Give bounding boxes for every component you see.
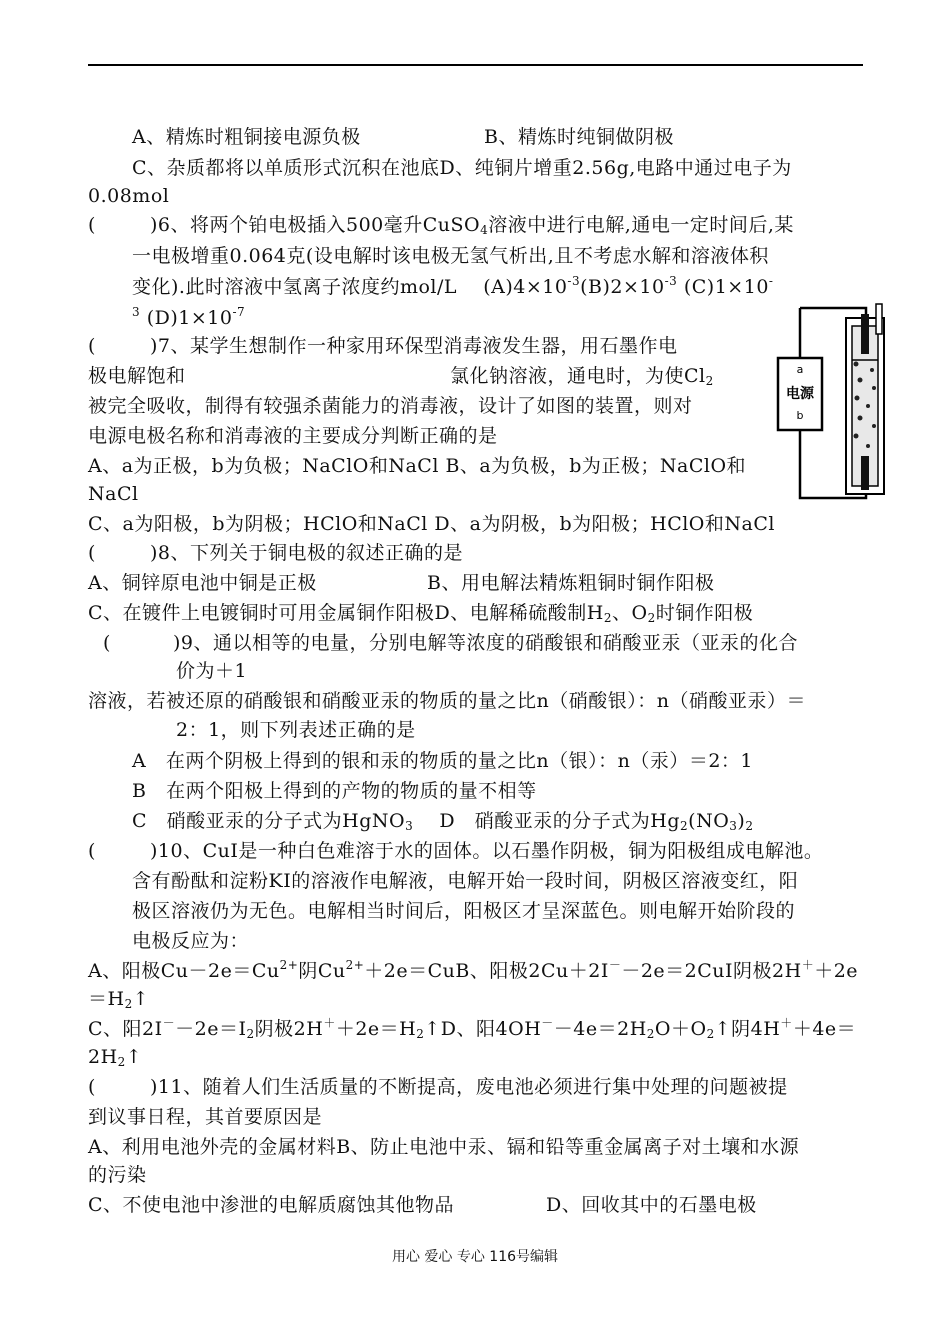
q10-option-ab: A、阳极$Cu-2e=Cu^{2+}$阴$Cu^{2+}+2e=CuB$、阳极2Cu＋2I－－2e＝2CuI阴极2H＋＋2e — [88, 958, 859, 982]
q6-line-3: 变化).此时溶液中氢离子浓度约mol/L $(A)4\times 10^{-3}(B)2\times 10^{-3}$ (C)1×10- — [132, 274, 774, 298]
q7-option-ab: A、a为正极，b为负极；NaClO和NaCl B、a为负极，b为正极；NaClO和 — [88, 455, 747, 477]
q9-line-3: 溶液，若被还原的硝酸银和硝酸亚汞的物质的量之比n（硝酸银）：n（硝酸亚汞）＝ — [88, 690, 806, 712]
q10-line-2: 含有酚酞和淀粉KI的溶液作电解液，电解开始一段时间，阴极区溶液变红，阳 — [132, 870, 799, 892]
option-cd: C、杂质都将以单质形式沉积在池底D、纯铜片增重2.56g,电路中通过电子为 — [132, 157, 792, 179]
q11-option-ab-cont: 的污染 — [88, 1164, 147, 1186]
q9-line-2: 价为＋1 — [176, 660, 248, 682]
q11-paren: ( — [88, 1076, 96, 1098]
terminal-a-label: a — [796, 363, 804, 376]
q9-line-1: )9、通以相等的电量，分别电解等浓度的硝酸银和硝酸亚汞（亚汞的化合 — [173, 632, 799, 654]
q8-option-b: B、用电解法精炼粗铜时铜作阳极 — [427, 572, 715, 594]
q7-paren: ( — [88, 335, 96, 357]
q10-line-3: 极区溶液仍为无色。电解相当时间后，阳极区才呈深蓝色。则电解开始阶段的 — [132, 900, 796, 922]
q7-option-cd: C、a为阳极，b为阴极；HClO和NaCl D、a为阴极，b为阳极；HClO和NaCl — [88, 513, 775, 535]
option-cd-cont: 0.08mol — [88, 185, 170, 207]
q11-option-d: D、回收其中的石墨电极 — [546, 1194, 757, 1216]
terminal-b-label: b — [796, 409, 804, 422]
q7-line-4: 电源电极名称和消毒液的主要成分判断正确的是 — [88, 425, 498, 447]
electrolysis-device-diagram — [768, 300, 888, 510]
q6-paren: ( — [88, 214, 96, 236]
q8-line-1: )8、下列关于铜电极的叙述正确的是 — [150, 542, 464, 564]
q7-line-2b: 氯化钠溶液，通电时，为使$Cl_2$ — [450, 365, 714, 388]
q9-option-a: A 在两个阴极上得到的银和汞的物质的量之比n（银）：n（汞）＝2：1 — [132, 750, 754, 772]
q6-line-1: )6、将两个铂电极插入500毫升CuSO$_4$溶液中进行电解,通电一定时间后,某 — [150, 214, 794, 237]
q11-option-ab: A、利用电池外壳的金属材料B、防止电池中汞、镉和铅等重金属离子对土壤和水源 — [88, 1136, 800, 1158]
option-b: B、精炼时纯铜做阴极 — [484, 126, 674, 148]
q8-option-a: A、铜锌原电池中铜是正极 — [88, 572, 317, 594]
q10-line-1: )10、CuI是一种白色难溶于水的固体。以石墨作阴极，铜为阳极组成电解池。 — [150, 840, 824, 862]
q8-paren: ( — [88, 542, 96, 564]
q11-line-2: 到议事日程，其首要原因是 — [88, 1106, 323, 1128]
q6-line-2: 一电极增重0.064克(设电解时该电极无氢气析出,且不考虑水解和溶液体积 — [132, 245, 769, 267]
q7-option-ab-cont: NaCl — [88, 483, 139, 505]
q7-line-2: 极电解饱和 — [88, 365, 186, 387]
q10-paren: ( — [88, 840, 96, 862]
q7-line-3: 被完全吸收，制得有较强杀菌能力的消毒液，设计了如图的装置，则对 — [88, 395, 693, 417]
q11-line-1: )11、随着人们生活质量的不断提高，废电池必须进行集中处理的问题被提 — [150, 1076, 788, 1098]
q9-option-b: B 在两个阳极上得到的产物的物质的量不相等 — [132, 780, 537, 802]
q10-line-4: 电极反应为： — [132, 930, 250, 952]
power-source-label: 电源 — [786, 386, 814, 402]
header-rule — [88, 64, 863, 66]
q9-line-4: 2：1，则下列表述正确的是 — [176, 719, 416, 741]
q7-line-1: )7、某学生想制作一种家用环保型消毒液发生器，用石墨作电 — [150, 335, 678, 357]
q10-option-cd-cont: $2H_2↑$ — [88, 1046, 143, 1069]
q8-option-cd: C、在镀件上电镀铜时可用金属铜作阳极D、电解稀硫酸制$H_2$、$O_2$时铜作阳极 — [88, 602, 754, 625]
q9-paren: ( — [103, 632, 111, 654]
q11-option-c: C、不使电池中渗泄的电解质腐蚀其他物品 — [88, 1194, 455, 1216]
option-a: A、精炼时粗铜接电源负极 — [132, 126, 361, 148]
q10-option-ab-cont: $=H_2↑$ — [88, 988, 150, 1011]
q10-option-cd: C、阳$2I^--2e=I_2$阴极$2H^++2e=H_2↑D$、阳$4OH^--4e=2H_2O+O_2↑$阴4H＋＋4e＝ — [88, 1016, 857, 1041]
page-footer: 用心 爱心 专心 116号编辑 — [391, 1249, 559, 1265]
q6-line-4: $^3$ $(D)1\times 10^{-7}$ — [132, 305, 246, 329]
q9-option-cd: C 硝酸亚汞的分子式为HgNO$_3$ D 硝酸亚汞的分子式为$Hg_2(NO_3)_2$ — [132, 810, 754, 833]
